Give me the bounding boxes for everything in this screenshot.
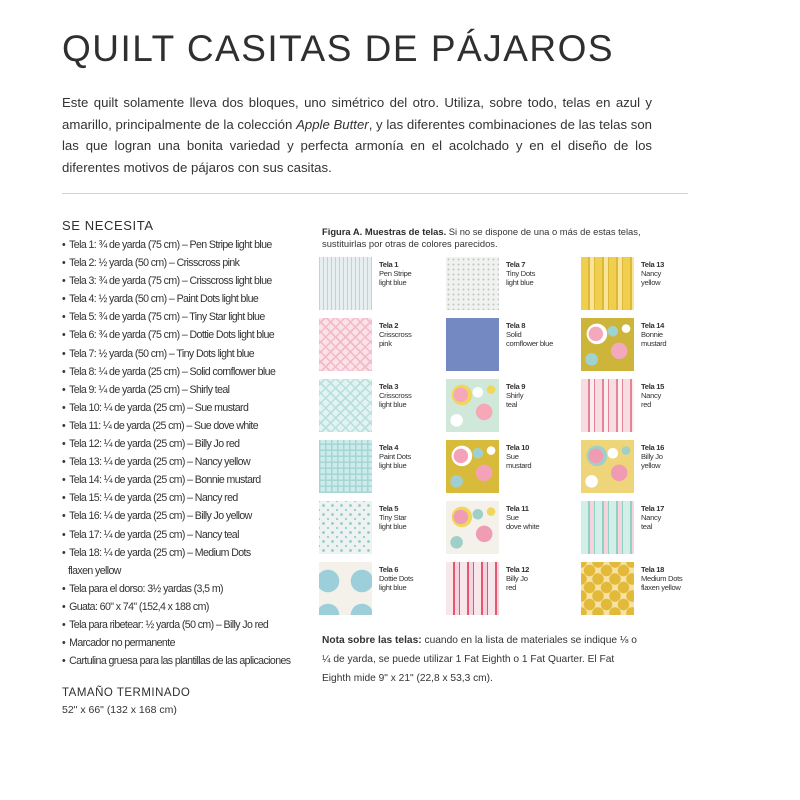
fabric-swatch-number: Tela 1 bbox=[379, 260, 399, 269]
fabric-swatch-number: Tela 11 bbox=[506, 504, 529, 513]
fabric-swatch bbox=[319, 257, 372, 310]
requirement-item: • Guata: 60" x 74" (152,4 x 188 cm) bbox=[62, 598, 302, 616]
fabric-swatch-name: Solid cornflower blue bbox=[506, 330, 553, 349]
fabric-swatch bbox=[446, 379, 499, 432]
requirement-item: • Tela 4: ½ yarda (50 cm) – Paint Dots light blue bbox=[62, 290, 302, 308]
requirement-item: • Tela para el dorso: 3½ yardas (3,5 m) bbox=[62, 580, 302, 598]
fabric-swatch bbox=[446, 440, 499, 493]
fabric-swatch-name: Sue dove white bbox=[506, 513, 540, 532]
fabric-swatch-label bbox=[506, 321, 566, 349]
fabric-swatch-number: Tela 15 bbox=[641, 382, 665, 391]
fabric-swatch-label bbox=[641, 321, 701, 349]
requirement-item: • Tela 14: ¼ de yarda (25 cm) – Bonnie mustard bbox=[62, 471, 302, 489]
fabric-swatch-label bbox=[641, 260, 701, 288]
requirement-item: • Tela 15: ¼ de yarda (25 cm) – Nancy red bbox=[62, 489, 302, 507]
fabric-note-title: Nota sobre las telas: bbox=[322, 635, 422, 646]
intro-text-2: , y las diferentes combinaciones de las telas son las que logran una bonita variedad y perfecta armonía en el acolchado y en el diseño de los diferentes motivos de pájaros con sus casitas. bbox=[62, 116, 653, 175]
fabric-swatch-name: Pen Stripe light blue bbox=[379, 269, 412, 288]
fabric-swatch bbox=[319, 562, 372, 615]
fabric-note bbox=[322, 631, 642, 688]
fabric-swatch bbox=[446, 257, 499, 310]
fabric-swatch-label bbox=[506, 504, 566, 532]
fabric-swatch bbox=[581, 501, 634, 554]
fabric-swatch-label bbox=[506, 565, 566, 593]
fabric-swatch-label bbox=[379, 504, 439, 532]
fabric-swatch bbox=[581, 257, 634, 310]
fabric-swatch-number: Tela 2 bbox=[379, 321, 399, 330]
fabric-swatch-number: Tela 18 bbox=[641, 565, 665, 574]
fabric-swatch-number: Tela 8 bbox=[506, 321, 526, 330]
requirement-item: • Tela 17: ¼ de yarda (25 cm) – Nancy teal bbox=[62, 526, 302, 544]
finished-size-value: 52" x 66" (132 x 168 cm) bbox=[62, 704, 177, 716]
requirements-heading: SE NECESITA bbox=[62, 218, 154, 233]
fabric-swatch bbox=[581, 562, 634, 615]
fabric-swatch-name: Medium Dots flaxen yellow bbox=[641, 574, 683, 593]
fabric-swatch-label bbox=[506, 443, 566, 471]
figure-caption-text: Si no se dispone de una o más de estas telas, sustituirlas por otras de colores parecidos. bbox=[322, 226, 641, 249]
fabric-swatch-label bbox=[379, 565, 439, 593]
fabric-swatch bbox=[581, 379, 634, 432]
fabric-swatch-number: Tela 9 bbox=[506, 382, 526, 391]
fabric-swatch-label bbox=[641, 504, 701, 532]
requirement-item: • Tela para ribetear: ½ yarda (50 cm) – Billy Jo red bbox=[62, 616, 302, 634]
fabric-swatch-name: Bonnie mustard bbox=[641, 330, 667, 349]
fabric-swatch bbox=[581, 440, 634, 493]
fabric-swatch-number: Tela 14 bbox=[641, 321, 665, 330]
fabric-swatch-number: Tela 17 bbox=[641, 504, 665, 513]
requirement-item: • Tela 11: ¼ de yarda (25 cm) – Sue dove white bbox=[62, 417, 302, 435]
intro-paragraph bbox=[62, 92, 652, 178]
fabric-swatch-number: Tela 7 bbox=[506, 260, 526, 269]
requirement-item: • Tela 2: ½ yarda (50 cm) – Crisscross pink bbox=[62, 254, 302, 272]
fabric-swatch-label bbox=[506, 382, 566, 410]
fabric-swatch-name: Billy Jo yellow bbox=[641, 452, 663, 471]
fabric-swatch-number: Tela 10 bbox=[506, 443, 530, 452]
fabric-swatch-name: Nancy teal bbox=[641, 513, 662, 532]
fabric-swatch-label bbox=[379, 443, 439, 471]
requirement-item: • Tela 9: ¼ de yarda (25 cm) – Shirly teal bbox=[62, 381, 302, 399]
requirement-item: • Tela 8: ¼ de yarda (25 cm) – Solid cornflower blue bbox=[62, 363, 302, 381]
fabric-swatch-name: Tiny Star light blue bbox=[379, 513, 407, 532]
fabric-swatch-name: Billy Jo red bbox=[506, 574, 528, 593]
fabric-swatch bbox=[319, 440, 372, 493]
fabric-swatch-label bbox=[379, 260, 439, 288]
requirement-item: • Tela 13: ¼ de yarda (25 cm) – Nancy yellow bbox=[62, 453, 302, 471]
requirement-item: • Marcador no permanente bbox=[62, 634, 302, 652]
fabric-swatch-label bbox=[379, 321, 439, 349]
requirement-item: • Tela 6: ¾ de yarda (75 cm) – Dottie Dots light blue bbox=[62, 326, 302, 344]
requirement-item: • Tela 18: ¼ de yarda (25 cm) – Medium Dots bbox=[62, 544, 302, 562]
requirement-item: • Tela 12: ¼ de yarda (25 cm) – Billy Jo red bbox=[62, 435, 302, 453]
fabric-swatch-number: Tela 4 bbox=[379, 443, 399, 452]
fabric-swatch-name: Tiny Dots light blue bbox=[506, 269, 536, 288]
fabric-swatch-name: Dottie Dots light blue bbox=[379, 574, 414, 593]
fabric-swatch-name: Shirly teal bbox=[506, 391, 524, 410]
fabric-swatch-name: Paint Dots light blue bbox=[379, 452, 412, 471]
fabric-swatch-label bbox=[379, 382, 439, 410]
fabric-swatch bbox=[581, 318, 634, 371]
figure-caption-title: Figura A. Muestras de telas. bbox=[322, 226, 447, 237]
requirement-item: • Tela 3: ¾ de yarda (75 cm) – Crisscross light blue bbox=[62, 272, 302, 290]
requirement-item: • Cartulina gruesa para las plantillas de las aplicaciones bbox=[62, 652, 302, 670]
fabric-swatch bbox=[319, 501, 372, 554]
requirement-item: flaxen yellow bbox=[68, 564, 121, 577]
finished-size-heading: TAMAÑO TERMINADO bbox=[62, 687, 191, 699]
fabric-swatch bbox=[319, 379, 372, 432]
fabric-swatch-number: Tela 12 bbox=[506, 565, 530, 574]
requirements-list bbox=[62, 236, 302, 670]
intro-text-1: Este quilt solamente lleva dos bloques, uno simétrico del otro. Utiliza, sobre todo, telas en azul y amarillo, principalmente de la colección bbox=[62, 95, 652, 132]
requirement-item: • Tela 5: ¾ de yarda (75 cm) – Tiny Star light blue bbox=[62, 308, 302, 326]
fabric-swatch bbox=[446, 501, 499, 554]
requirement-item: • Tela 10: ¼ de yarda (25 cm) – Sue mustard bbox=[62, 399, 302, 417]
figure-caption bbox=[322, 226, 682, 249]
fabric-swatch-label bbox=[641, 443, 701, 471]
fabric-swatch-name: Nancy red bbox=[641, 391, 662, 410]
fabric-swatch-number: Tela 5 bbox=[379, 504, 399, 513]
fabric-swatch-number: Tela 13 bbox=[641, 260, 665, 269]
fabric-note-text: cuando en la lista de materiales se indique ⅛ o ¼ de yarda, se puede utilizar 1 Fat Eighth o 1 Fat Quarter. El Fat Eighth mide 9" x 21" (22,8 x 53,3 cm). bbox=[322, 635, 637, 684]
fabric-swatch-name: Crisscross light blue bbox=[379, 391, 412, 410]
fabric-swatch-number: Tela 6 bbox=[379, 565, 399, 574]
fabric-swatch-label bbox=[641, 565, 701, 593]
fabric-swatch-number: Tela 16 bbox=[641, 443, 665, 452]
page-title: QUILT CASITAS DE PÁJAROS bbox=[62, 28, 615, 69]
section-divider bbox=[62, 193, 688, 194]
fabric-swatch bbox=[319, 318, 372, 371]
fabric-swatch bbox=[446, 318, 499, 371]
fabric-swatch-label bbox=[506, 260, 566, 288]
collection-name: Apple Butter bbox=[296, 116, 369, 132]
fabric-swatch-name: Nancy yellow bbox=[641, 269, 662, 288]
requirement-item: • Tela 7: ½ yarda (50 cm) – Tiny Dots light blue bbox=[62, 345, 302, 363]
fabric-swatch-name: Crisscross pink bbox=[379, 330, 412, 349]
fabric-swatch bbox=[446, 562, 499, 615]
requirement-item: • Tela 1: ¾ de yarda (75 cm) – Pen Stripe light blue bbox=[62, 236, 302, 254]
requirement-item: • Tela 16: ¼ de yarda (25 cm) – Billy Jo yellow bbox=[62, 507, 302, 525]
fabric-swatch-number: Tela 3 bbox=[379, 382, 399, 391]
fabric-swatch-name: Sue mustard bbox=[506, 452, 532, 471]
fabric-swatch-label bbox=[641, 382, 701, 410]
